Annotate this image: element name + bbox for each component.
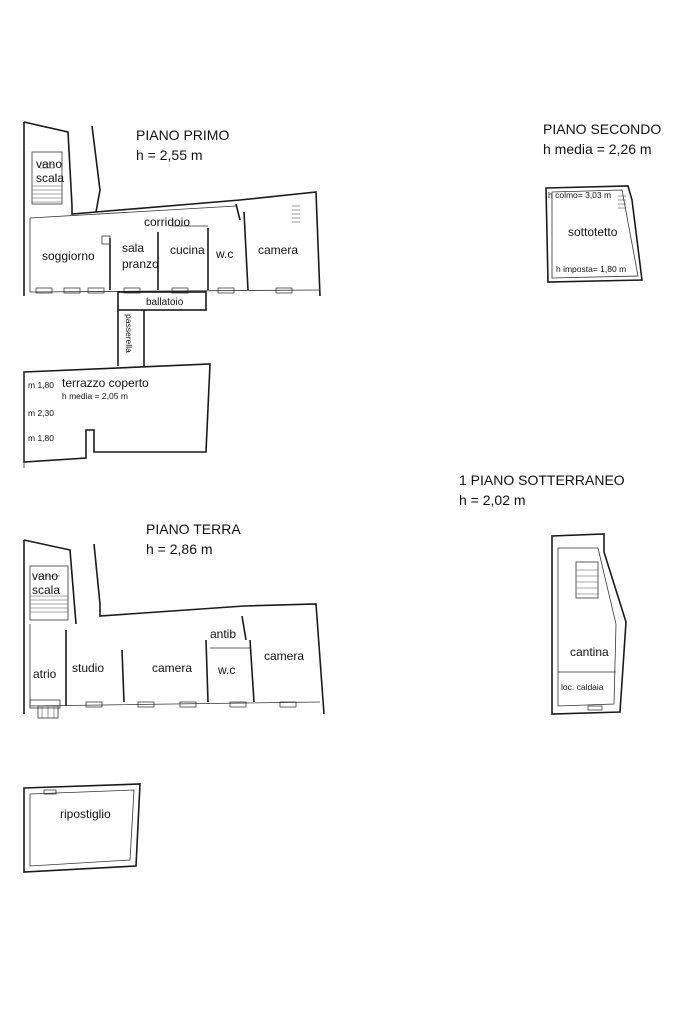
room-antib: antib: [210, 627, 237, 641]
room-wc-terra: w.c: [218, 663, 236, 677]
room-wc-primo: w.c: [216, 247, 234, 261]
room-ballatoio: ballatoio: [146, 297, 184, 308]
piano-terra-height: h = 2,86 m: [146, 541, 213, 557]
room-vano-primo: vano: [36, 157, 63, 171]
piano-secondo-height: h media = 2,26 m: [543, 141, 652, 157]
ripostiglio-plan: [24, 784, 140, 872]
stair-treads-sotterraneo: [576, 562, 598, 598]
room-cucina: cucina: [170, 243, 205, 257]
room-scala-terra: scala: [32, 583, 61, 597]
room-camera-terra-2: camera: [264, 649, 305, 663]
piano-primo-plan: [24, 122, 320, 468]
piano-terra-plan: [24, 540, 324, 718]
room-cantina: cantina: [570, 645, 609, 659]
room-vano-terra: vano: [32, 569, 59, 583]
room-pranzo: pranzo: [122, 257, 159, 271]
piano-primo-height: h = 2,55 m: [136, 147, 203, 163]
h-colmo: h colmo= 3,03 m: [548, 190, 612, 200]
room-corridoio: corridoio: [144, 215, 191, 229]
room-ripostiglio: ripostiglio: [60, 807, 111, 821]
room-loc-caldaia: loc. caldaia: [561, 682, 604, 692]
piano-primo-title: PIANO PRIMO: [136, 127, 230, 143]
room-scala-primo: scala: [36, 171, 65, 185]
terrazzo-dim-2: m 2,30: [28, 408, 54, 418]
terrazzo-height: h media = 2,05 m: [62, 391, 128, 401]
room-sottotetto: sottotetto: [568, 225, 618, 239]
room-camera-primo: camera: [258, 243, 299, 257]
room-passerella: passerella: [124, 314, 134, 353]
room-soggiorno: soggiorno: [42, 249, 95, 263]
room-sala: sala: [122, 241, 145, 255]
piano-sotterraneo-height: h = 2,02 m: [459, 492, 526, 508]
room-terrazzo-coperto: terrazzo coperto: [62, 376, 149, 390]
terrazzo-dim-3: m 1,80: [28, 433, 54, 443]
h-imposta: h imposta= 1,80 m: [556, 264, 627, 274]
stair-treads-camera: [292, 206, 300, 222]
room-camera-terra-1: camera: [152, 661, 193, 675]
terrazzo-dim-1: m 1,80: [28, 380, 54, 390]
piano-secondo-title: PIANO SECONDO: [543, 121, 662, 137]
piano-terra-title: PIANO TERRA: [146, 521, 241, 537]
piano-sotterraneo-title: 1 PIANO SOTTERRANEO: [459, 472, 625, 488]
room-studio: studio: [72, 661, 105, 675]
room-atrio: atrio: [33, 667, 57, 681]
